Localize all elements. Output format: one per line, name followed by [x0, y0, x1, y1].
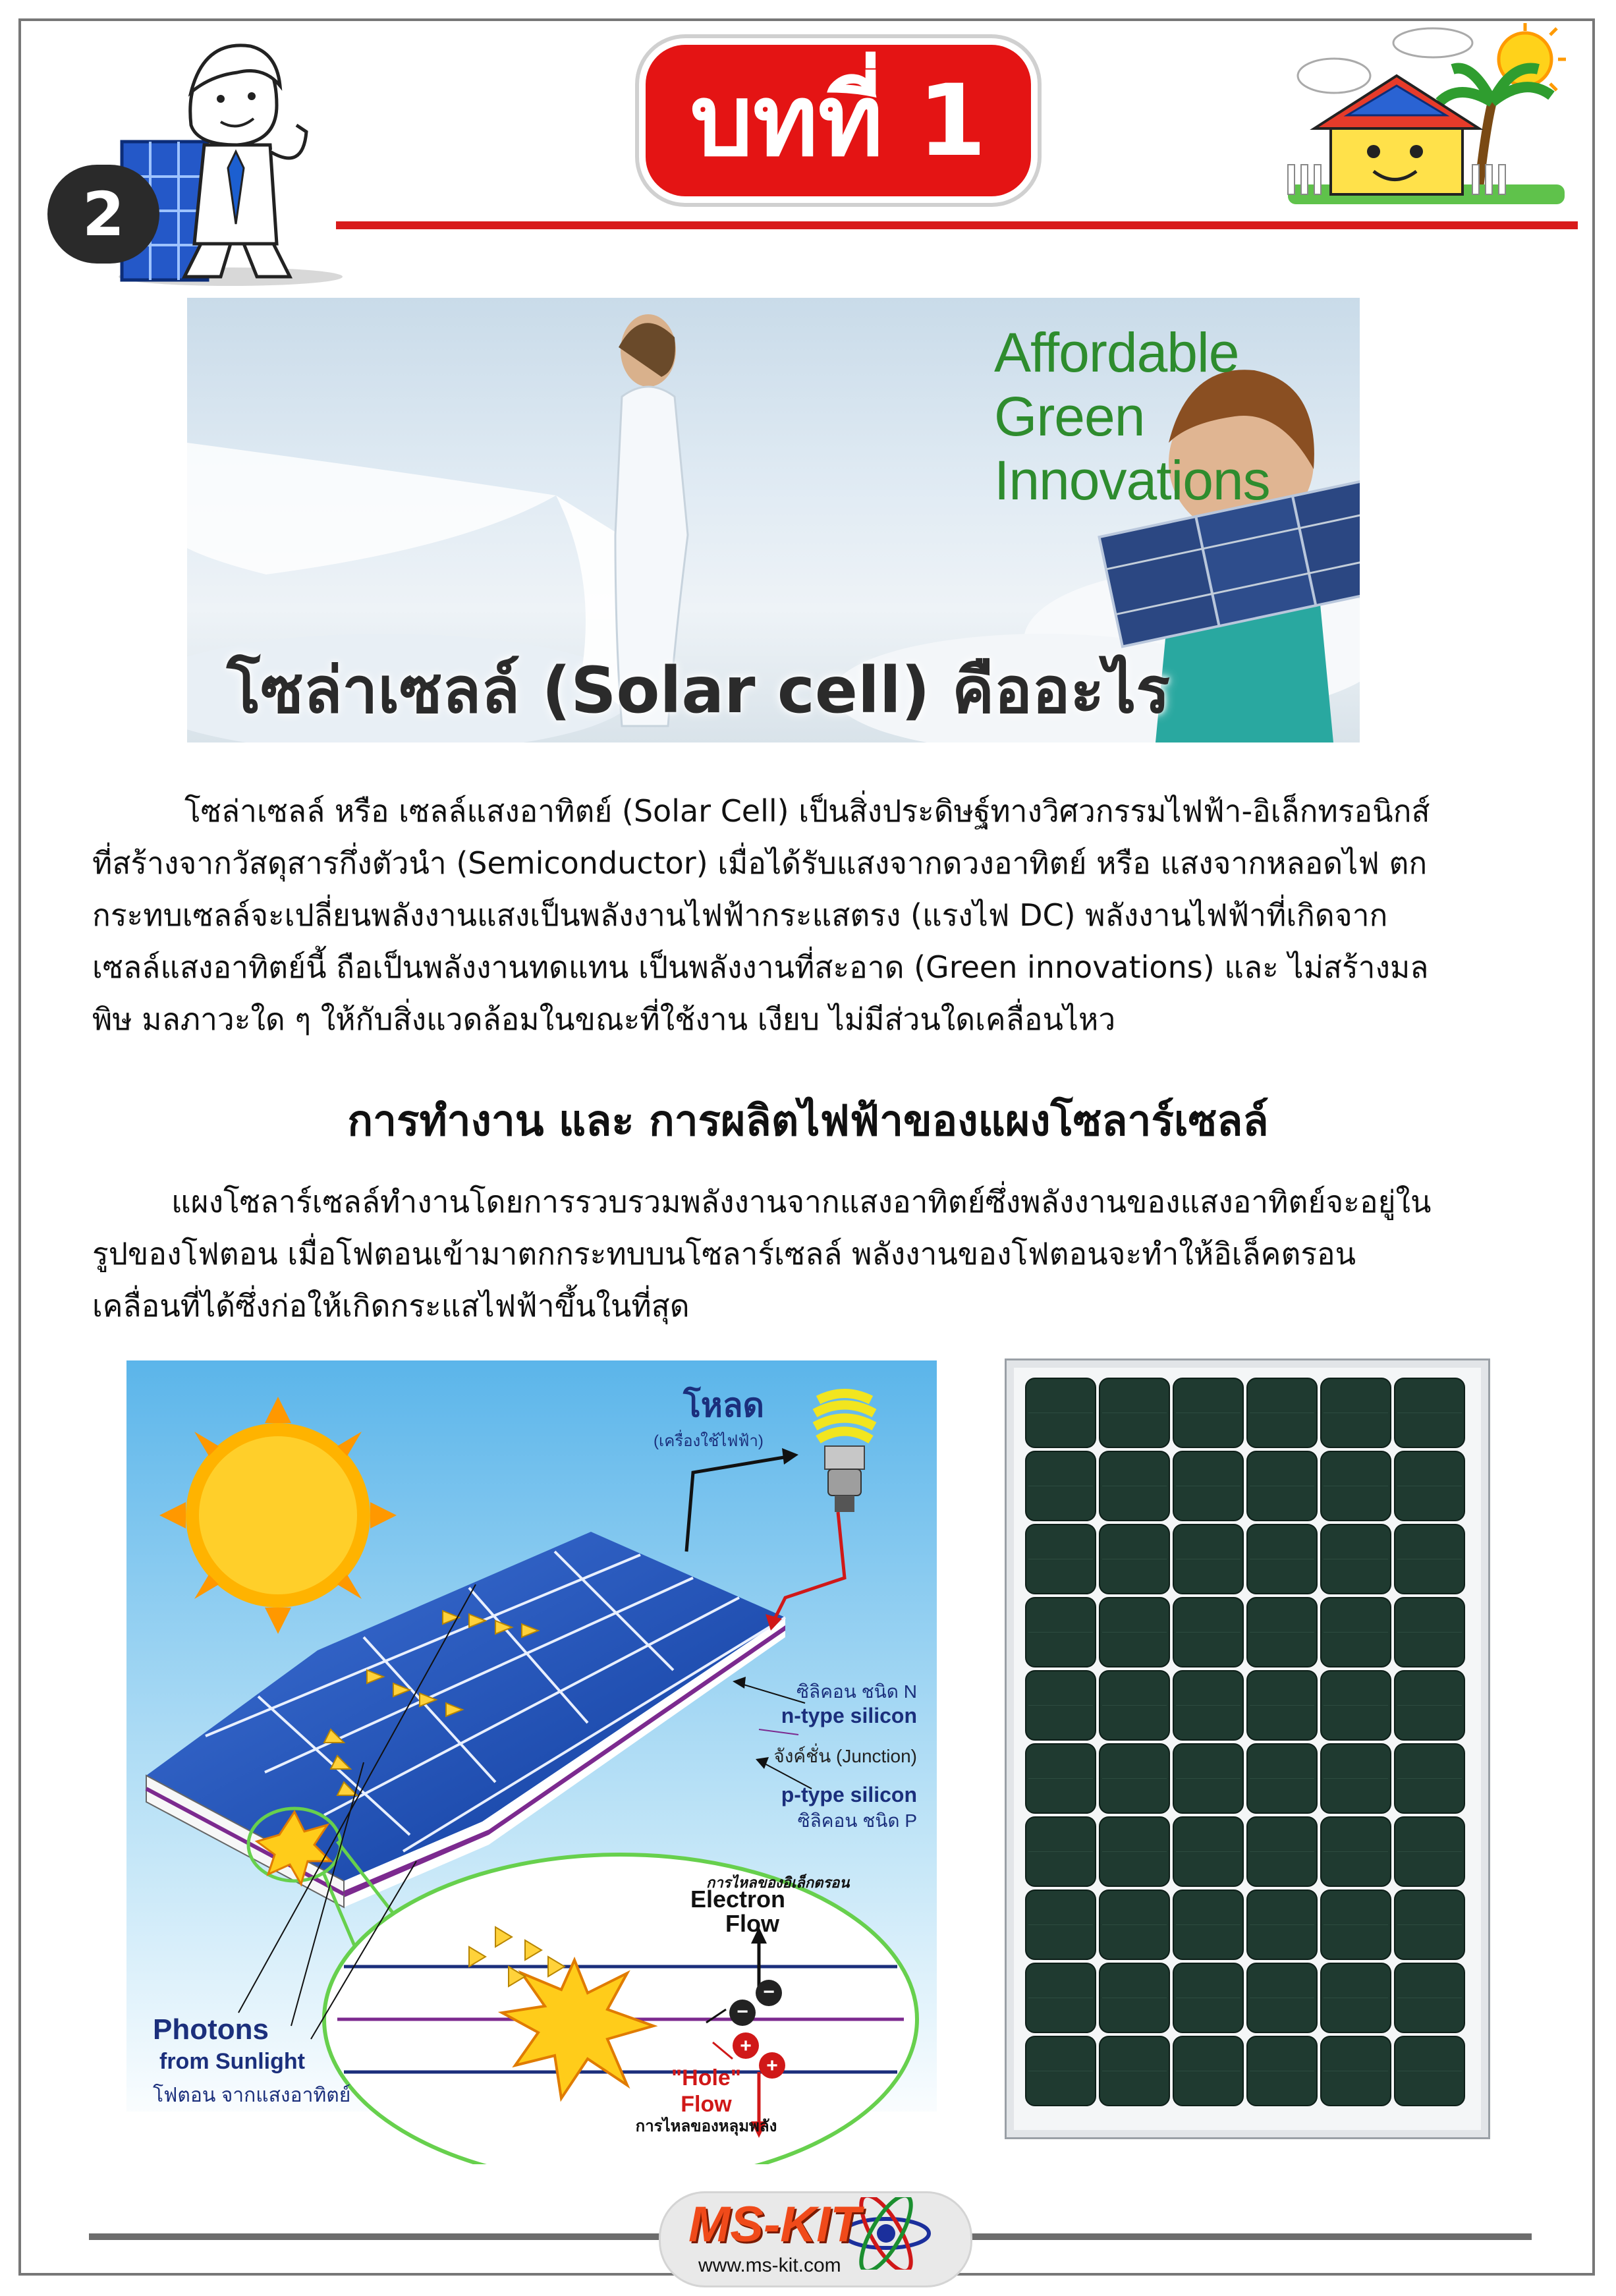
header-red-rule	[336, 221, 1578, 229]
page-number-badge: 2	[47, 165, 159, 264]
svg-text:−: −	[763, 1981, 775, 2003]
chapter-title: บทที่ 1	[690, 64, 987, 179]
junction-zoom-circle	[324, 1855, 917, 2164]
hero-banner	[187, 298, 1360, 742]
diagram-svg	[126, 1360, 937, 2164]
n-type-thai: ซิลิคอน ชนิด N	[796, 1681, 917, 1702]
junction-label: จังค์ชั่น (Junction)	[773, 1746, 917, 1766]
load-sublabel: (เครื่องใช้ไฟฟ้า)	[654, 1432, 764, 1450]
banner-caption: โซล่าเซลล์ (Solar cell) คืออะไร	[227, 654, 1170, 727]
work-line: เคลื่อนที่ได้ซึ่งก่อให้เกิดกระแสไฟฟ้าขึ้นในที่สุด	[92, 1288, 690, 1324]
brand-url: www.ms-kit.com	[698, 2254, 841, 2276]
solar-cell-diagram	[126, 1360, 937, 2164]
svg-text:−: −	[737, 2001, 748, 2023]
work-line: แผงโซลาร์เซลล์ทำงานโดยการรวบรวมพลังงานจากแสงอาทิตย์ซึ่งพลังงานของแสงอาทิตย์จะอยู่ใน	[171, 1184, 1432, 1219]
intro-line: โซล่าเซลล์ หรือ เซลล์แสงอาทิตย์ (Solar Cell) เป็นสิ่งประดิษฐ์ทางวิศวกรรมไฟฟ้า-อิเล็กทรอนิกส์	[184, 793, 1430, 829]
sun-icon	[159, 1397, 397, 1634]
p-type-thai: ซิลิคอน ชนิด P	[797, 1810, 917, 1831]
electron-flow-label-2: Flow	[725, 1910, 779, 1937]
hole-flow-label: "Hole"	[671, 2065, 741, 2090]
intro-line: ที่สร้างจากวัสดุสารกึ่งตัวนำ (Semiconductor) เมื่อได้รับแสงจากดวงอาทิตย์ หรือ แสงจากหลอดไฟ ตก	[92, 845, 1428, 881]
brand-name: MS-KIT	[688, 2197, 861, 2253]
footer-rule-left	[89, 2233, 662, 2240]
intro-line: พิษ มลภาวะใด ๆ ให้กับสิ่งแวดล้อมในขณะที่ใช้งาน เงียบ ไม่มีส่วนใดเคลื่อนไหว	[92, 1001, 1116, 1037]
svg-text:+: +	[766, 2055, 778, 2077]
n-type-label: n-type silicon	[781, 1704, 917, 1727]
footer-rule-right	[965, 2233, 1532, 2240]
load-label: โหลด	[683, 1387, 764, 1424]
section-heading: การทำงาน และ การผลิตไฟฟ้าของแผงโซลาร์เซลล์	[347, 1097, 1269, 1146]
intro-line: เซลล์แสงอาทิตย์นี้ ถือเป็นพลังงานทดแทน เป็นพลังงานที่สะอาด (Green innovations) และ ไม่สร้างมล	[92, 949, 1429, 985]
hole-flow-thai: การไหลของหลุมพลัง	[635, 2117, 777, 2135]
electron-flow-thai: การไหลของอิเล็กตรอน	[706, 1874, 850, 1891]
photons-label: Photons	[153, 2013, 269, 2046]
work-line: รูปของโฟตอน เมื่อโฟตอนเข้ามาตกกระทบบนโซลาร์เซลล์ พลังงานของโฟตอนจะทำให้อิเล็คตรอน	[92, 1236, 1356, 1272]
photons-sublabel: from Sunlight	[159, 2049, 305, 2074]
svg-text:+: +	[740, 2035, 752, 2057]
hole-flow-label-2: Flow	[681, 2092, 732, 2117]
electron-flow-label: Electron	[690, 1886, 785, 1913]
chapter-title-badge	[646, 45, 1031, 196]
intro-line: กระทบเซลล์จะเปลี่ยนพลังงานแสงเป็นพลังงานไฟฟ้ากระแสตรง (แรงไฟ DC) พลังงานไฟฟ้าที่เกิดจาก	[92, 897, 1388, 933]
banner-headline: Affordable Green Innovations	[994, 322, 1270, 511]
solar-panel-photo	[1005, 1358, 1490, 2139]
photons-thai: โฟตอน จากแสงอาทิตย์	[153, 2085, 351, 2106]
p-type-label: p-type silicon	[781, 1783, 917, 1806]
house-illustration	[1275, 23, 1571, 214]
